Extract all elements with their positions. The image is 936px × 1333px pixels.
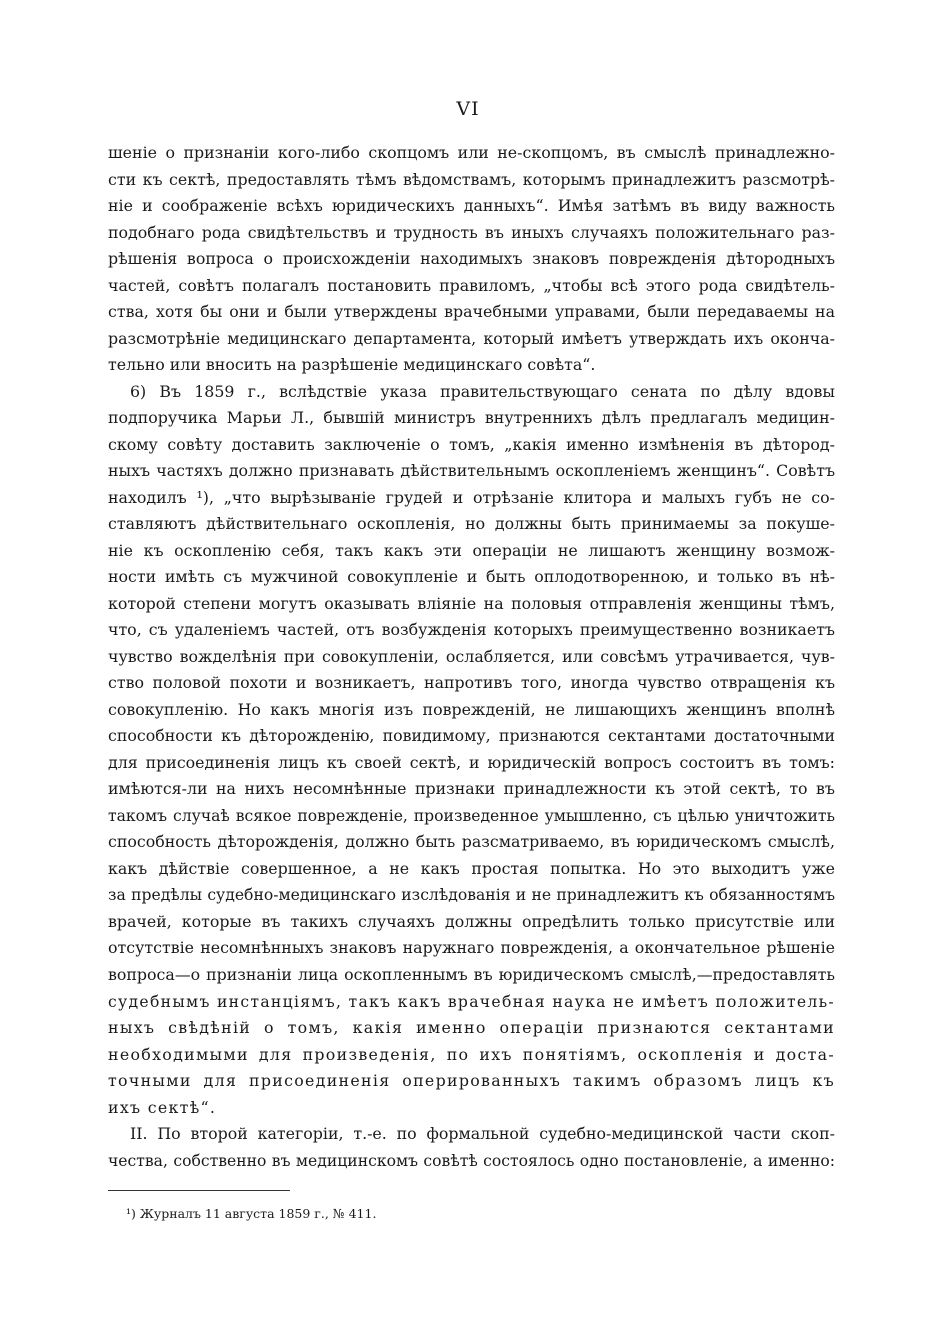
text-line-spaced: ихъ сектѣ“. [108, 1097, 217, 1117]
text-line-spaced: ныхъ свѣдѣній о томъ, какія именно операціи признаются сектантами [108, 1018, 835, 1038]
text-line: скому совѣту доставить заключеніе о томъ, „какія именно измѣненія въ дѣтород- [108, 434, 835, 454]
text-line: ніе къ оскопленію себя, такъ какъ эти операціи не лишаютъ женщину возмож- [108, 540, 835, 560]
text-line: которой степени могутъ оказывать вліяніе на половыя отправленія женщины тѣмъ, [108, 593, 835, 613]
footnote-divider [108, 1190, 290, 1191]
body-text [108, 140, 835, 1174]
text-line: ніе и соображеніе всѣхъ юридическихъ данныхъ“. Имѣя затѣмъ въ виду важность [108, 196, 835, 216]
text-line: вопроса—о признаніи лица оскопленнымъ въ юридическомъ смыслѣ,—предоставлять [108, 964, 835, 984]
text-line-spaced: точными для присоединенія оперированныхъ такимъ образомъ лицъ къ [108, 1071, 835, 1091]
text-line: какъ дѣйствіе совершенное, а не какъ простая попытка. Но это выходитъ уже [108, 858, 835, 878]
text-line: частей, совѣтъ полагалъ постановить правиломъ, „чтобы всѣ этого рода свидѣтель- [108, 275, 835, 295]
paragraph-start-line: II. По второй категоріи, т.-е. по формальной судебно-медицинской части скоп- [130, 1124, 835, 1144]
text-line-spaced: судебнымъ инстанціямъ, такъ какъ врачебная наука не имѣетъ положитель- [108, 992, 835, 1011]
text-line: шеніе о признаніи кого-либо скопцомъ или не-скопцомъ, въ смыслѣ принадлежно- [108, 143, 835, 162]
text-line: имѣются-ли на нихъ несомнѣнные признаки принадлежности къ этой сектѣ, то въ [108, 779, 835, 799]
text-line: такомъ случаѣ всякое поврежденіе, произведенное умышленно, съ цѣлью уничтожить [108, 806, 835, 825]
text-line: чества, собственно въ медицинскомъ совѣтѣ состоялось одно постановленіе, а именно: [108, 1151, 835, 1170]
paragraph-start-line: 6) Въ 1859 г., вслѣдствіе указа правительствующаго сената по дѣлу вдовы [130, 381, 835, 401]
text-line-spaced: необходимыми для произведенія, по ихъ понятіямъ, оскопленія и доста- [108, 1044, 835, 1064]
text-line: для присоединенія лицъ къ своей сектѣ, и юридическій вопросъ состоитъ въ томъ: [108, 752, 835, 772]
text-line: что, съ удаленіемъ частей, отъ возбужденія которыхъ преимущественно возникаетъ [108, 620, 835, 640]
text-line: чувство вожделѣнія при совокупленіи, ослабляется, или совсѣмъ утрачивается, чув- [108, 646, 835, 666]
text-line: тельно или вносить на разрѣшеніе медицинскаго совѣта“. [108, 355, 596, 375]
page-number: VI [456, 98, 480, 120]
text-line: ности имѣть съ мужчиной совокупленіе и быть оплодотворенною, и только въ нѣ- [108, 567, 835, 587]
text-line: ныхъ частяхъ должно признавать дѣйствительнымъ оскопленіемъ женщинъ“. Совѣтъ [108, 461, 835, 481]
text-line: способности къ дѣторожденію, повидимому, признаются сектантами достаточными [108, 726, 835, 746]
text-line: ства, хотя бы они и были утверждены врачебными управами, были передаваемы на [108, 302, 835, 322]
text-line: находилъ ¹), „что вырѣзываніе грудей и отрѣзаніе клитора и малыхъ губъ не со- [108, 487, 835, 507]
text-line: ство половой похоти и возникаетъ, напротивъ того, иногда чувство отвращенія къ [108, 673, 835, 693]
text-line: подобнаго рода свидѣтельствъ и трудность въ иныхъ случаяхъ положительнаго раз- [108, 222, 835, 242]
text-line: совокупленію. Но какъ многія изъ поврежденій, не лишающихъ женщинъ вполнѣ [108, 699, 835, 719]
footnote: ¹) Журналъ 11 августа 1859 г., № 411. [126, 1206, 377, 1221]
text-line: сти къ сектѣ, предоставлять тѣмъ вѣдомствамъ, которымъ принадлежитъ разсмотрѣ- [108, 169, 835, 189]
text-line: подпоручика Марьи Л., бывшій министръ внутреннихъ дѣлъ предлагалъ медицин- [108, 408, 835, 428]
text-line: способность дѣторожденія, должно быть разсматриваемо, въ юридическомъ смыслѣ, [108, 832, 835, 852]
text-line: за предѣлы судебно-медицинскаго изслѣдованія и не принадлежитъ къ обязанностямъ [108, 886, 835, 905]
text-line: рѣшенія вопроса о происхожденіи находимыхъ знаковъ поврежденія дѣтородныхъ [108, 249, 835, 269]
text-line: отсутствіе несомнѣнныхъ знаковъ наружнаго поврежденія, а окончательное рѣшеніе [108, 938, 835, 958]
text-line: врачей, которые въ такихъ случаяхъ должны опредѣлить только присутствіе или [108, 911, 835, 931]
text-line: ставляютъ дѣйствительнаго оскопленія, но должны быть принимаемы за покуше- [108, 514, 835, 534]
text-line: разсмотрѣніе медицинскаго департамента, который имѣетъ утверждать ихъ оконча- [108, 328, 835, 348]
